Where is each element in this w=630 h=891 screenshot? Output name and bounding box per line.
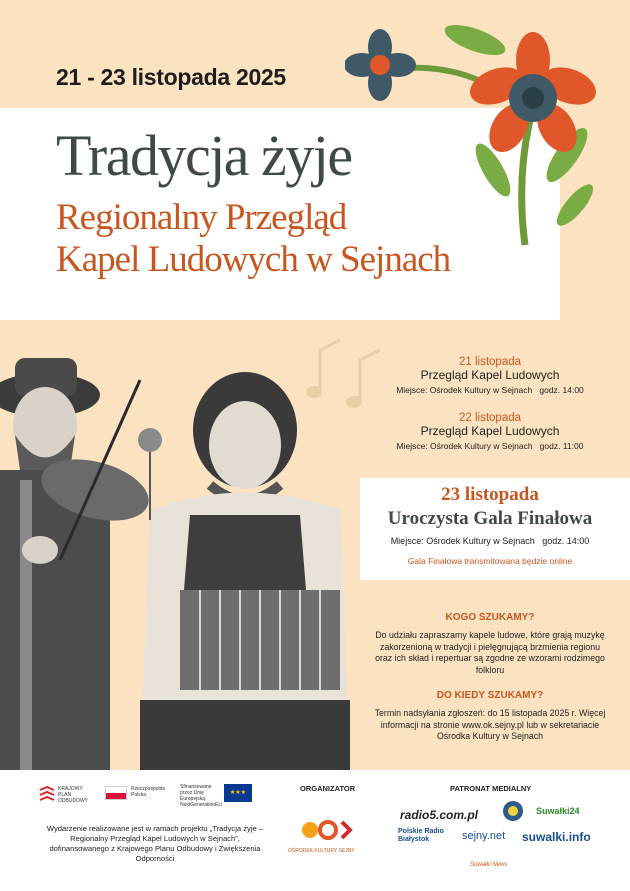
organizer-label: ORGANIZATOR xyxy=(300,784,356,793)
media-logo-suwalki-news: Suwałki News xyxy=(470,862,508,868)
media-logo-radio5: radio5.com.pl xyxy=(400,808,479,822)
organizer-name: OŚRODEK KULTURY SEJNY xyxy=(288,848,355,854)
event-name: Przegląd Kapel Ludowych xyxy=(420,368,560,382)
organizer-logo-icon xyxy=(300,818,355,842)
kpo-logo: KRAJOWY PLAN ODBUDOWY xyxy=(38,786,98,804)
media-logo-radio-bialystok: Polskie Radio Białystok xyxy=(398,828,444,843)
eu-flag-icon: ★★★ xyxy=(224,784,252,802)
event-day-1 xyxy=(360,356,620,395)
when-heading: DO KIEDY SZUKAMY? xyxy=(436,690,544,701)
gala-name: Uroczysta Gala Finałowa xyxy=(387,508,593,529)
funding-text: Wydarzenie realizowane jest w ramach projektu „Tradycja żyje – Regionalny Przegląd Kapel Ludowych w Sejnach”, dofinansowanego z Krajowego Planu Odbudowy i Zwiększenia Odporności xyxy=(46,824,264,863)
folk-flower-decoration xyxy=(345,20,630,250)
subtitle-line-1: Regionalny Przegląd xyxy=(56,197,347,238)
event-date: 21 listopada xyxy=(458,356,522,368)
folk-musicians-illustration xyxy=(0,340,360,770)
event-date: 22 listopada xyxy=(458,412,522,424)
subtitle-line-2: Kapel Ludowych w Sejnach xyxy=(56,239,451,280)
event-day-2 xyxy=(360,412,620,451)
when-text: Termin nadsyłania zgłoszeń: do 15 listopada 2025 r. Więcej informacji na stronie www.ok.sejny.pl lub w sekretariacie Ośrodka Kultury w Sejnach xyxy=(374,708,606,741)
gala-date: 23 listopada xyxy=(441,484,539,505)
kpo-icon xyxy=(38,786,56,804)
media-logo-suwalki24: Suwałki24 xyxy=(536,806,580,816)
media-logo-suwalki-info: suwalki.info xyxy=(522,830,591,844)
rp-logo: Rzeczpospolita Polska xyxy=(105,786,175,800)
event-dates: 21 - 23 listopada 2025 xyxy=(56,64,286,90)
gala-online-note: Gala Finałowa transmitowana będzie online xyxy=(407,556,573,566)
footer xyxy=(0,770,630,891)
media-logo-sejny: sejny.net xyxy=(462,830,506,842)
gala-place: Miejsce: Ośrodek Kultury w Sejnach godz. 14:00 xyxy=(390,536,590,546)
event-name: Przegląd Kapel Ludowych xyxy=(420,424,560,438)
flag-icon xyxy=(105,786,127,800)
who-heading: KOGO SZUKAMY? xyxy=(445,612,535,623)
page-title: Tradycja żyje xyxy=(56,123,352,188)
crest-icon xyxy=(502,800,524,822)
patron-label: PATRONAT MEDIALNY xyxy=(450,784,532,793)
event-place: Miejsce: Ośrodek Kultury w Sejnach godz. 14:00 xyxy=(396,385,584,395)
who-text: Do udziału zapraszamy kapele ludowe, które grają muzykę zakorzenioną w tradycji i pielęgnującą brzmienia regionu oraz ich skład i repertuar są zgodne ze wzorami rodzimego folkloru xyxy=(375,630,605,675)
event-place: Miejsce: Ośrodek Kultury w Sejnach godz. 11:00 xyxy=(396,441,584,451)
eu-logo: Sfinansowane przez Unię Europejską NextGenerationEU ★★★ xyxy=(180,784,260,808)
